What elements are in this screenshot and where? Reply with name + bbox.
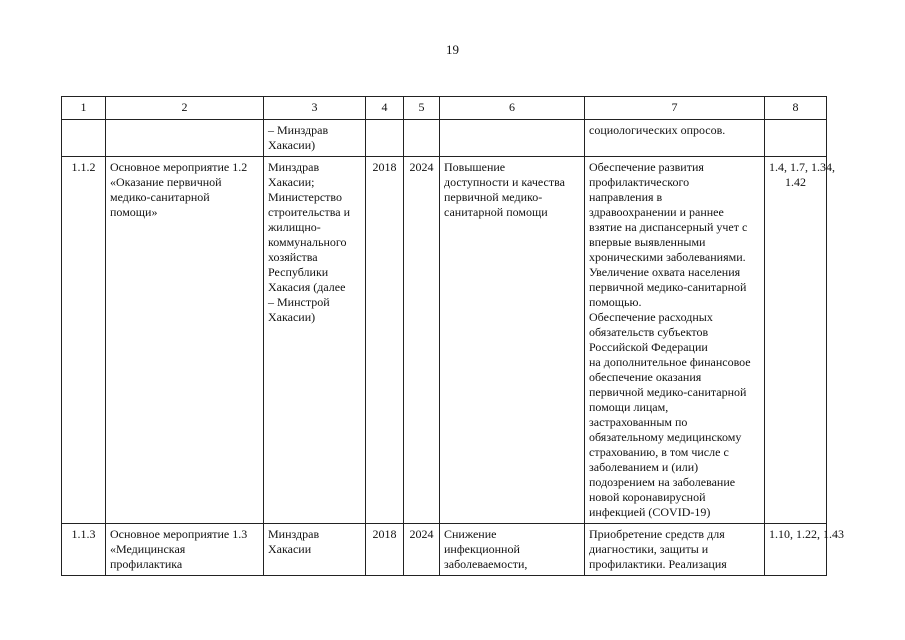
cell-text-line: обязательному медицинскому bbox=[589, 430, 742, 444]
end-year-cell: 2024 bbox=[404, 157, 440, 524]
activity-name-cell bbox=[106, 120, 264, 157]
cell-text-line: Хакасия (далее bbox=[268, 280, 346, 294]
item-number-cell: 1.1.2 bbox=[62, 157, 106, 524]
header-cell: 8 bbox=[765, 97, 827, 120]
cell-text-line: подозрением на заболевание bbox=[589, 475, 736, 489]
header-cell: 5 bbox=[404, 97, 440, 120]
cell-text-line: инфекционной bbox=[444, 542, 520, 556]
cell-text-line: строительства и bbox=[268, 205, 350, 219]
cell-text-line: Минздрав bbox=[268, 160, 320, 174]
table-header-row bbox=[62, 97, 827, 120]
cell-text-line: первичной медико-санитарной bbox=[589, 385, 747, 399]
cell-text-line: первичной медико-санитарной bbox=[589, 280, 747, 294]
cell-text-line: Хакасии) bbox=[268, 138, 316, 152]
cell-text-line: обязательств субъектов bbox=[589, 325, 709, 339]
cell-text-line: Основное мероприятие 1.3 bbox=[110, 527, 248, 541]
cell-text-line: профилактики. Реализация bbox=[589, 557, 727, 571]
cell-text-line: – Минстрой bbox=[268, 295, 330, 309]
executor-cell bbox=[264, 157, 366, 524]
cell-text-line: заболеваемости, bbox=[444, 557, 528, 571]
cell-text-line: Обеспечение развития bbox=[589, 160, 704, 174]
cell-text-line: помощи лицам, bbox=[589, 400, 669, 414]
cell-text-line: Российской Федерации bbox=[589, 340, 708, 354]
cell-text-line: профилактика bbox=[110, 557, 183, 571]
activity-name-cell bbox=[106, 157, 264, 524]
cell-text-line: помощью. bbox=[589, 295, 642, 309]
cell-text-line: Министерство bbox=[268, 190, 342, 204]
start-year-cell: 2018 bbox=[366, 157, 404, 524]
cell-text-line: диагностики, защиты и bbox=[589, 542, 709, 556]
header-cell: 7 bbox=[585, 97, 765, 120]
cell-text-line: Хакасии) bbox=[268, 310, 316, 324]
cell-text-line: – Минздрав bbox=[268, 123, 329, 137]
indicator-link-cell bbox=[765, 524, 844, 576]
cell-text-line: Республики bbox=[268, 265, 329, 279]
cell-text-line: Обеспечение расходных bbox=[589, 310, 713, 324]
cell-text-line: застрахованным по bbox=[589, 415, 688, 429]
cell-text-line: направления в bbox=[589, 190, 663, 204]
cell-text-line: Приобретение средств для bbox=[589, 527, 725, 541]
description-cell bbox=[585, 524, 765, 576]
cell-text-line: Увеличение охвата населения bbox=[589, 265, 741, 279]
cell-text-line: социологических опросов. bbox=[589, 123, 726, 137]
cell-text-line: Минздрав bbox=[268, 527, 320, 541]
cell-text-line: «Медицинская bbox=[110, 542, 186, 556]
cell-text-line: доступности и качества bbox=[444, 175, 565, 189]
cell-text-line: 1.4, 1.7, 1.34, bbox=[769, 160, 835, 174]
item-number-cell bbox=[62, 120, 106, 157]
cell-text-line: помощи» bbox=[110, 205, 158, 219]
header-cell: 4 bbox=[366, 97, 404, 120]
executor-cell bbox=[264, 120, 366, 157]
cell-text-line: впервые выявленными bbox=[589, 235, 706, 249]
table-row bbox=[62, 524, 827, 576]
cell-text-line: Хакасии bbox=[268, 542, 312, 556]
table-row bbox=[62, 120, 827, 157]
cell-text-line: здравоохранении и раннее bbox=[589, 205, 724, 219]
cell-text-line: Повышение bbox=[444, 160, 506, 174]
cell-text-line: Основное мероприятие 1.2 bbox=[110, 160, 248, 174]
start-year-cell: 2018 bbox=[366, 524, 404, 576]
cell-text-line: «Оказание первичной bbox=[110, 175, 222, 189]
header-cell: 3 bbox=[264, 97, 366, 120]
cell-text-line: жилищно- bbox=[268, 220, 321, 234]
cell-text-line: первичной медико- bbox=[444, 190, 543, 204]
table-row bbox=[62, 157, 827, 524]
end-year-cell bbox=[404, 120, 440, 157]
expected-result-cell bbox=[440, 157, 585, 524]
cell-text-line: профилактического bbox=[589, 175, 690, 189]
cell-text-line: Хакасии; bbox=[268, 175, 315, 189]
cell-text-line: на дополнительное финансовое bbox=[589, 355, 751, 369]
item-number-cell: 1.1.3 bbox=[62, 524, 106, 576]
expected-result-cell bbox=[440, 120, 585, 157]
cell-text-line: инфекцией (COVID-19) bbox=[589, 505, 711, 519]
cell-text-line: хроническими заболеваниями. bbox=[589, 250, 746, 264]
cell-text-line: коммунального bbox=[268, 235, 347, 249]
program-table bbox=[61, 96, 844, 576]
start-year-cell bbox=[366, 120, 404, 157]
indicator-link-cell bbox=[765, 157, 835, 524]
header-cell: 2 bbox=[106, 97, 264, 120]
cell-text-line: взятие на диспансерный учет с bbox=[589, 220, 748, 234]
indicator-link-cell bbox=[765, 120, 827, 157]
cell-text-line: новой коронавирусной bbox=[589, 490, 706, 504]
cell-text-line: 1.42 bbox=[785, 175, 806, 189]
cell-text-line: 1.10, 1.22, 1.43 bbox=[769, 527, 844, 541]
cell-text-line: страхованию, в том числе с bbox=[589, 445, 729, 459]
activity-name-cell bbox=[106, 524, 264, 576]
header-cell: 6 bbox=[440, 97, 585, 120]
cell-text-line: хозяйства bbox=[268, 250, 318, 264]
cell-text-line: Снижение bbox=[444, 527, 497, 541]
expected-result-cell bbox=[440, 524, 585, 576]
description-cell bbox=[585, 157, 765, 524]
executor-cell bbox=[264, 524, 366, 576]
cell-text-line: заболеванием и (или) bbox=[589, 460, 699, 474]
cell-text-line: обеспечение оказания bbox=[589, 370, 702, 384]
cell-text-line: медико-санитарной bbox=[110, 190, 210, 204]
header-cell: 1 bbox=[62, 97, 106, 120]
cell-text-line: санитарной помощи bbox=[444, 205, 548, 219]
end-year-cell: 2024 bbox=[404, 524, 440, 576]
description-cell bbox=[585, 120, 765, 157]
page-number: 19 bbox=[446, 42, 459, 57]
